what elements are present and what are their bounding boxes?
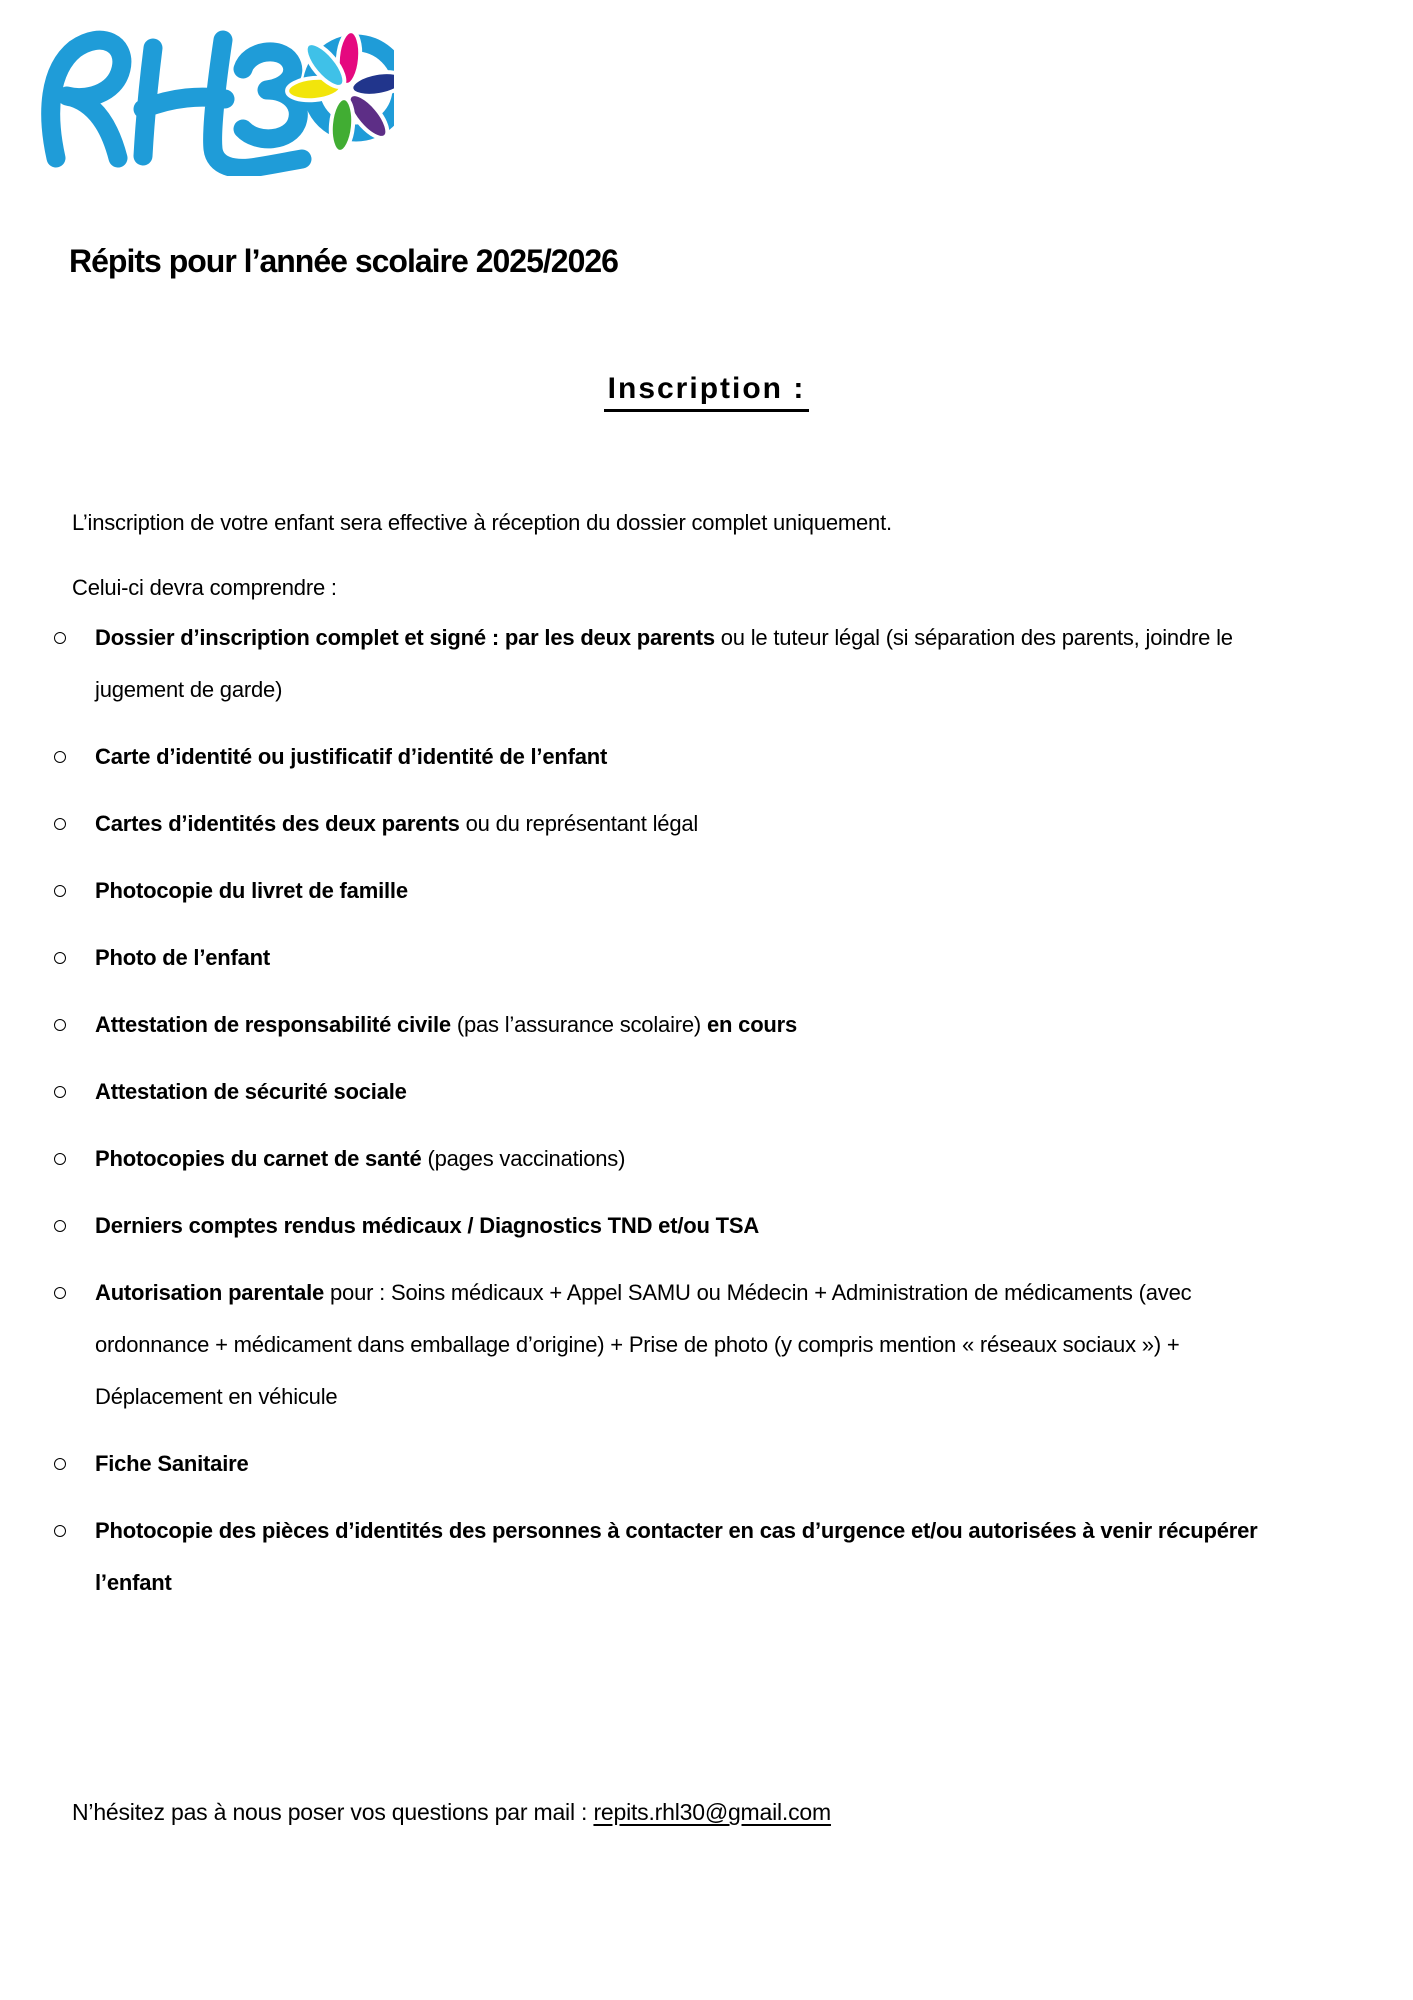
circle-bullet-icon: [54, 1525, 66, 1537]
intro-paragraph: L’inscription de votre enfant sera effective à réception du dossier complet uniquement.: [72, 510, 892, 535]
required-documents-list: [52, 612, 1280, 1624]
circle-bullet-icon: [54, 1153, 66, 1165]
list-item-text-bold: Derniers comptes rendus médicaux / Diagnostics TND et/ou TSA: [95, 1213, 760, 1238]
list-item: [52, 731, 1280, 783]
list-item: [52, 1267, 1280, 1423]
list-item-text-bold: Carte d’identité ou justificatif d’identité de l’enfant: [95, 744, 608, 769]
list-item-text-bold: Dossier d’inscription complet et signé : par les deux parents: [95, 625, 721, 650]
list-item-text-bold: Photocopies du carnet de santé: [95, 1146, 428, 1171]
list-item: [52, 612, 1280, 716]
circle-bullet-icon: [54, 885, 66, 897]
list-item-text: ou le tuteur légal (si séparation des parents, joindre le jugement de garde): [95, 625, 1233, 702]
list-item-text-bold: Cartes d’identités des deux parents: [95, 811, 466, 836]
circle-bullet-icon: [54, 952, 66, 964]
list-item: [52, 1438, 1280, 1490]
list-item-text-bold: Fiche Sanitaire: [95, 1451, 249, 1476]
footer-text: N’hésitez pas à nous poser vos questions par mail :: [72, 1799, 594, 1825]
list-item-text-bold: Attestation de responsabilité civile: [95, 1012, 457, 1037]
list-item-text-bold: Attestation de sécurité sociale: [95, 1079, 407, 1104]
list-item: [52, 932, 1280, 984]
list-item-text-bold: Photocopie du livret de famille: [95, 878, 408, 903]
circle-bullet-icon: [54, 818, 66, 830]
circle-bullet-icon: [54, 751, 66, 763]
list-item: [52, 1066, 1280, 1118]
circle-bullet-icon: [54, 1086, 66, 1098]
section-heading: Inscription :: [604, 372, 810, 412]
circle-bullet-icon: [54, 632, 66, 644]
list-item-text: ou du représentant légal: [465, 811, 699, 836]
list-item-text-bold: Photo de l’enfant: [95, 945, 271, 970]
footer-contact: [72, 1799, 831, 1826]
list-item: [52, 999, 1280, 1051]
lead-paragraph: Celui-ci devra comprendre :: [72, 575, 337, 600]
list-item-text-bold: en cours: [706, 1012, 798, 1037]
page-title: Répits pour l’année scolaire 2025/2026: [69, 243, 618, 279]
list-item-text-bold: Photocopie des pièces d’identités des personnes à contacter en cas d’urgence et/ou autorisées à venir récupérer l’enfant: [95, 1518, 1258, 1595]
list-item: [52, 1505, 1280, 1609]
list-item-text: pour : Soins médicaux + Appel SAMU ou Médecin + Administration de médicaments (avec ordonnance + médicament dans emballage d’origine) + Prise de photo (y compris mention « réseaux sociaux ») + Déplacement en véhicule: [95, 1280, 1192, 1409]
circle-bullet-icon: [54, 1220, 66, 1232]
list-item: [52, 798, 1280, 850]
rh30-logo: [26, 8, 394, 176]
list-item: [52, 1200, 1280, 1252]
logo-letter-r: [51, 40, 122, 158]
list-item-text: (pages vaccinations): [427, 1146, 626, 1171]
contact-email-link[interactable]: repits.rhl30@gmail.com: [593, 1799, 831, 1825]
petal-green: [329, 97, 356, 153]
circle-bullet-icon: [54, 1287, 66, 1299]
list-item: [52, 865, 1280, 917]
list-item: [52, 1133, 1280, 1185]
list-item-text: (pas l’assurance scolaire): [456, 1012, 707, 1037]
circle-bullet-icon: [54, 1019, 66, 1031]
circle-bullet-icon: [54, 1458, 66, 1470]
list-item-text-bold: Autorisation parentale: [95, 1280, 330, 1305]
